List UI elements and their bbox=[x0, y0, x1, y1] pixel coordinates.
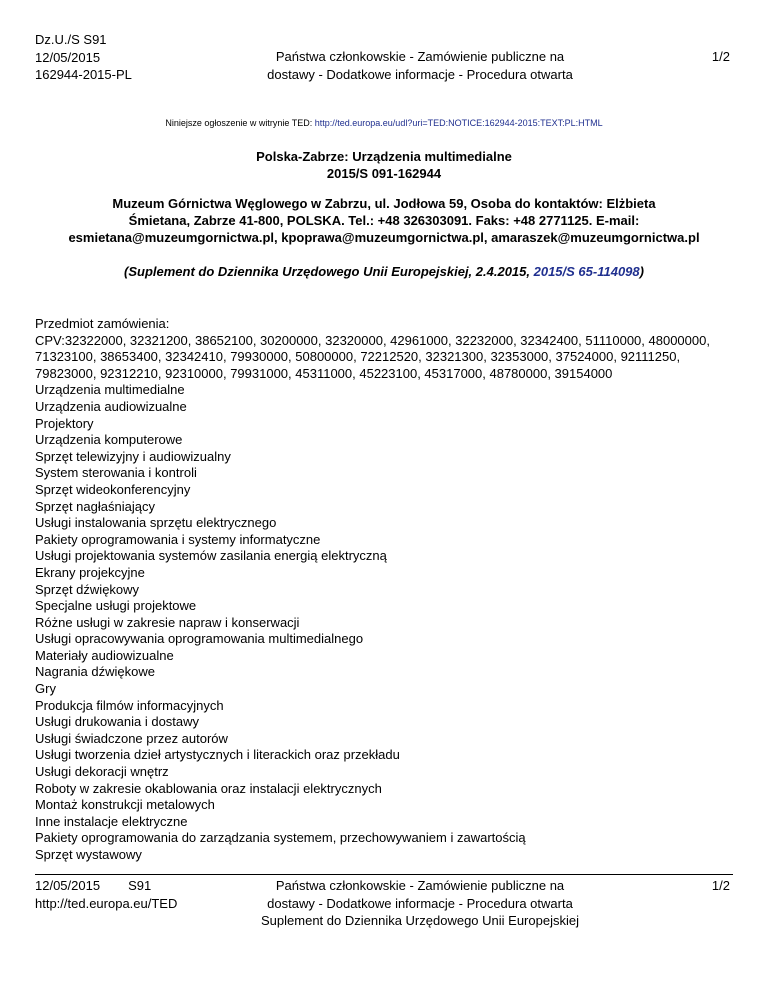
supplement-reference bbox=[0, 263, 768, 280]
footer-series: S91 bbox=[128, 878, 152, 893]
list-item: Specjalne usługi projektowe bbox=[35, 598, 197, 614]
header-title-line2: dostawy - Dodatkowe informacje - Procedura otwarta bbox=[267, 66, 573, 82]
header-center bbox=[230, 48, 610, 83]
list-item: Usługi świadczone przez autorów bbox=[35, 730, 228, 746]
notice-title bbox=[0, 148, 768, 182]
list-item: Produkcja filmów informacyjnych bbox=[35, 697, 224, 713]
header-page-number: 1/2 bbox=[711, 49, 730, 64]
list-item: Urządzenia audiowizualne bbox=[35, 398, 187, 414]
list-item: Roboty w zakresie okablowania oraz instalacji elektrycznych bbox=[35, 780, 382, 796]
ted-notice-link[interactable]: http://ted.europa.eu/udl?uri=TED:NOTICE:162944-2015:TEXT:PL:HTML bbox=[314, 118, 603, 128]
notice-title-line1: Polska-Zabrze: Urządzenia multimedialne bbox=[256, 149, 512, 164]
notice-title-line2: 2015/S 091-162944 bbox=[326, 166, 442, 181]
list-item: Różne usługi w zakresie napraw i konserwacji bbox=[35, 614, 300, 630]
list-item: Usługi tworzenia dzieł artystycznych i literackich oraz przekładu bbox=[35, 747, 400, 763]
list-item: Pakiety oprogramowania do zarządzania systemem, przechowywaniem i zawartością bbox=[35, 830, 526, 846]
list-item: Sprzęt telewizyjny i audiowizualny bbox=[35, 448, 231, 464]
ted-notice-prefix: Niniejsze ogłoszenie w witrynie TED: bbox=[165, 118, 315, 128]
footer-center bbox=[230, 877, 610, 930]
subject-label: Przedmiot zamówienia: bbox=[35, 316, 170, 331]
list-item: Materiały audiowizualne bbox=[35, 647, 174, 663]
list-item: Sprzęt wideokonferencyjny bbox=[35, 481, 191, 497]
footer-url: http://ted.europa.eu/TED bbox=[35, 895, 178, 911]
supplement-prefix: (Suplement do Dziennika Urzędowego Unii Europejskiej, 2.4.2015, bbox=[124, 264, 534, 279]
contracting-authority bbox=[30, 195, 738, 246]
list-item: Usługi instalowania sprzętu elektrycznego bbox=[35, 515, 277, 531]
cpv-line: 79823000, 92312210, 92310000, 79931000, 45311000, 45223100, 45317000, 48780000, 39154000 bbox=[35, 365, 613, 381]
header-date: 12/05/2015 bbox=[35, 49, 101, 65]
list-item: Usługi projektowania systemów zasilania energią elektryczną bbox=[35, 548, 387, 564]
header-doc-ref: Dz.U./S S91 bbox=[35, 32, 107, 47]
list-item: System sterowania i kontroli bbox=[35, 465, 197, 481]
list-item: Usługi opracowywania oprogramowania multimedialnego bbox=[35, 631, 364, 647]
list-item: Inne instalacje elektryczne bbox=[35, 813, 188, 829]
supplement-link[interactable]: 2015/S 65-114098 bbox=[533, 264, 640, 279]
list-item: Projektory bbox=[35, 415, 94, 431]
footer-line1: Państwa członkowskie - Zamówienie publiczne na bbox=[275, 878, 565, 893]
footer-divider bbox=[35, 874, 733, 875]
contracting-authority-line3: esmietana@muzeumgornictwa.pl, kpoprawa@muzeumgornictwa.pl, amaraszek@muzeumgornictwa.pl bbox=[68, 230, 700, 245]
list-item: Sprzęt nagłaśniający bbox=[35, 498, 155, 514]
header-left bbox=[35, 31, 132, 84]
supplement-suffix: ) bbox=[639, 264, 644, 279]
footer-page-number: 1/2 bbox=[711, 878, 730, 893]
contracting-authority-line1: Muzeum Górnictwa Węglowego w Zabrzu, ul. Jodłowa 59, Osoba do kontaktów: Elżbieta bbox=[112, 196, 656, 211]
header-title-line1: Państwa członkowskie - Zamówienie publiczne na bbox=[275, 49, 565, 64]
footer-left bbox=[35, 877, 177, 912]
footer-date: 12/05/2015 bbox=[35, 878, 101, 893]
footer-line3: Suplement do Dziennika Urzędowego Unii Europejskiej bbox=[261, 913, 579, 928]
list-item: Pakiety oprogramowania i systemy informatyczne bbox=[35, 531, 321, 547]
list-item: Urządzenia komputerowe bbox=[35, 432, 183, 448]
list-item: Montaż konstrukcji metalowych bbox=[35, 797, 215, 813]
list-item: Sprzęt dźwiękowy bbox=[35, 581, 140, 597]
list-item: Urządzenia multimedialne bbox=[35, 382, 185, 398]
list-item: Gry bbox=[35, 681, 56, 697]
contracting-authority-line2: Śmietana, Zabrze 41-800, POLSKA. Tel.: +48 326303091. Faks: +48 2771125. E-mail: bbox=[128, 213, 640, 228]
body-text bbox=[35, 316, 735, 864]
list-item: Usługi dekoracji wnętrz bbox=[35, 764, 169, 780]
footer-line2: dostawy - Dodatkowe informacje - Procedura otwarta bbox=[267, 895, 573, 911]
list-item: Nagrania dźwiękowe bbox=[35, 664, 155, 680]
list-item: Sprzęt wystawowy bbox=[35, 847, 142, 862]
list-item: Ekrany projekcyjne bbox=[35, 564, 145, 580]
list-item: Usługi drukowania i dostawy bbox=[35, 714, 200, 730]
cpv-line: 71323100, 38653400, 32342410, 79930000, 50800000, 72212520, 32321300, 32353000, 37524000, 92111250, bbox=[35, 349, 681, 365]
ted-notice bbox=[0, 117, 768, 129]
cpv-line: CPV:32322000, 32321200, 38652100, 30200000, 32320000, 42961000, 32232000, 32342400, 51110000, 48000000, bbox=[35, 332, 710, 348]
header-notice-id: 162944-2015-PL bbox=[35, 67, 132, 82]
